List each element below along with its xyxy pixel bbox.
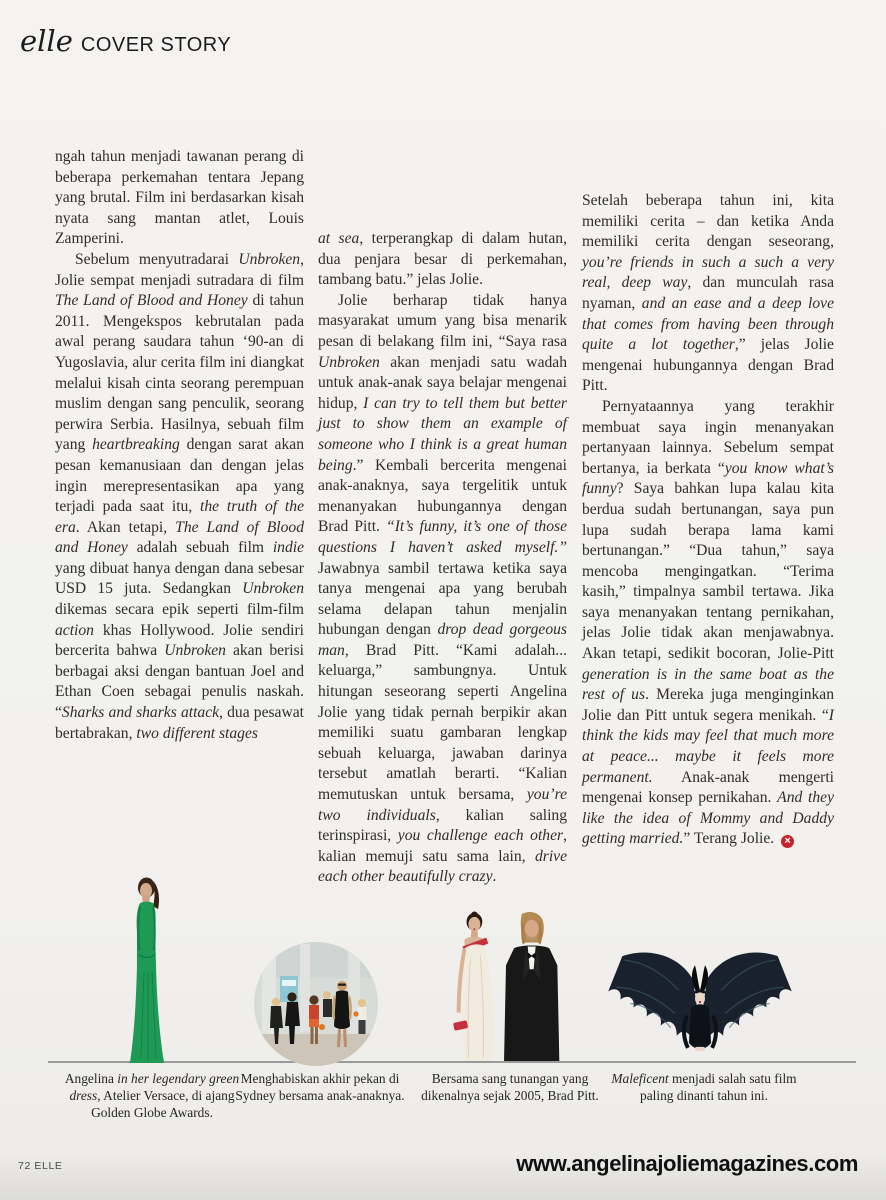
- page-header: [20, 24, 231, 58]
- article-end-icon: ×: [781, 835, 794, 848]
- caption-maleficent: Maleficent menjadi salah satu film paling dinanti tahun ini.: [611, 1071, 797, 1103]
- article-column-1: [55, 147, 304, 744]
- caption-green-dress: Angelina in her legendary green dress, Atelier Versace, di ajang Golden Globe Awards.: [64, 1071, 240, 1120]
- photo-angelina-brad: [436, 908, 576, 1064]
- elle-logo: elle: [20, 24, 73, 58]
- page-folio: 72 ELLE: [18, 1160, 63, 1172]
- photo-maleficent: [602, 945, 798, 1064]
- paragraph: ngah tahun menjadi tawanan perang di beberapa perkemahan tentara Jepang yang brutal. Film ini berdasarkan kisah nyata sang mantan atlet, Louis Zamperini.: [55, 148, 304, 248]
- green-dress-illustration: [110, 875, 182, 1066]
- couple-illustration: [436, 908, 576, 1064]
- paragraph: Jolie berharap tidak hanya masyarakat umum yang bisa menarik pesan di belakang film ini, “Saya rasa Unbroken akan menjadi satu wadah untuk anak-anak saya belajar mengenai hidup, I can try to tell them but better just to show them an example of someone who I think is a great human being.” Kembali bercerita mengenai anak-anaknya, saya tergelitik untuk menanyakan hubungannya dengan Brad Pitt. “It’s funny, it’s one of those questions I haven’t asked myself.” Jawabnya sambil tertawa ketika saya tanya mengenai apa yang berubah selama delapan tahun menjalin hubungan dengan drop dead gorgeous man, Brad Pitt. “Kami adalah... keluarga,” sambungnya. Untuk hitungan seseorang seperti Angelina Jolie yang tidak pernah berpikir akan memiliki suatu gambaran lengkap sebuah keluarga, jawaban darinya tersebut amatlah berarti. “Kalian memutuskan untuk bersama, you’re two individuals, kalian saling terinspirasi, you challenge each other, kalian memuji satu sama lain, drive each other beautifully crazy.: [318, 291, 568, 886]
- website-url[interactable]: www.angelinajoliemagazines.com: [516, 1151, 858, 1176]
- paragraph: at sea, terperangkap di dalam hutan, dua penjara besar di perkemahan, tambang batu.” jelas Jolie.: [318, 230, 567, 289]
- paragraph: Sebelum menyutradarai Unbroken, Jolie sempat menjadi sutradara di film The Land of Blood and Honey di tahun 2011. Mengekspos kebrutalan pada awal perang saudara tahun ‘90-an di Yugoslavia, alur cerita film ini diangkat melalui kisah cinta seorang perempuan muslim dengan sang penculik, seorang perwira Serbia. Hasilnya, sebuah film yang heartbreaking dengan sarat akan pesan kemanusiaan dan dengan jelas ingin merepresentasikan apa yang terjadi pada saat itu, the truth of the era. Akan tetapi, The Land of Blood and Honey adalah sebuah film indie yang dibuat hanya dengan dana sebesar USD 15 juta. Sedangkan Unbroken dikemas secara epik seperti film-film action khas Hollywood. Jolie sendiri bercerita bahwa Unbroken akan berisi berbagai aksi dengan bantuan Joel and Ethan Coen sebagai penulis naskah. “Sharks and sharks attack, dua pesawat bertabrakan, two different stages: [55, 250, 304, 742]
- article-column-2: [318, 229, 567, 888]
- caption-brad-pitt: Bersama sang tunangan yang dikenalnya sejak 2005, Brad Pitt.: [421, 1071, 599, 1103]
- section-title: COVER STORY: [80, 34, 232, 56]
- maleficent-illustration: [602, 945, 798, 1064]
- paragraph: Pernyataannya yang terakhir membuat saya ingin menanyakan pertanyaan lainnya. Sebelum sempat bertanya, ia berkata “you know what’s funny? Saya bahkan lupa kalau kita berdua sudah bertunangan, saya pun lupa sudah berapa lama kami bertunangan.” “Dua tahun,” saya mencoba mengingatkan. “Terima kasih,” timpalnya sambil tertawa. Jika saya menanyakan tentang pernikahan, jelas Jolie tidak akan menjawabnya. Akan tetapi, sedikit bocoran, Jolie-Pitt generation is in the same boat as the rest of us. Mereka juga menginginkan Jolie dan Pitt untuk segera menikah. “I think the kids may feel that much more at peace... maybe it feels more permanent. Anak-anak mengerti mengenai konsep pernikahan. And they like the idea of Mommy and Daddy getting married.” Terang Jolie. ×: [582, 397, 835, 848]
- family-walk-illustration: [254, 942, 378, 1066]
- photo-angelina-green-dress: [110, 875, 182, 1066]
- paragraph: Setelah beberapa tahun ini, kita memiliki cerita – dan ketika Anda memiliki cerita dengan seseorang, you’re friends in such a such a very real, deep way, dan munculah rasa nyaman, and an ease and a deep love that comes from having been through quite a lot together,” jelas Jolie mengenai hubungannya dengan Brad Pitt.: [582, 192, 834, 395]
- caption-sydney: Menghabiskan akhir pekan di Sydney bersama anak-anaknya.: [235, 1071, 405, 1103]
- article-column-3: [582, 191, 834, 850]
- photo-family-sydney: [254, 942, 378, 1066]
